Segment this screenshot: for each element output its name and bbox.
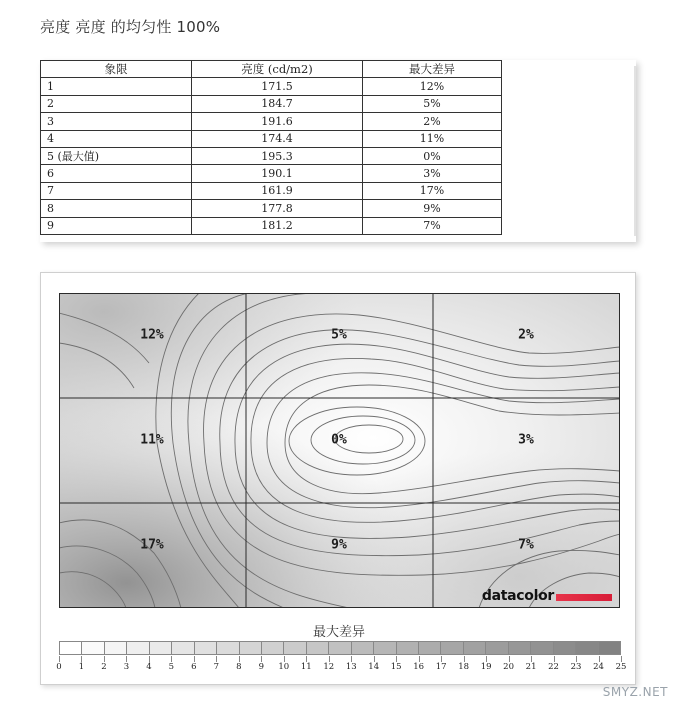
cell-max-diff: 17% — [363, 182, 502, 199]
cell-label-q8: 9% — [331, 537, 347, 553]
cell-luminance: 184.7 — [192, 95, 363, 112]
scale-segment — [531, 642, 553, 654]
cell-label-q7: 17% — [140, 537, 164, 553]
scale-tick-label: 4 — [146, 662, 152, 672]
scale-tick-label: 15 — [390, 662, 402, 672]
scale-tick-label: 12 — [323, 662, 335, 672]
site-watermark: SMYZ.NET — [602, 685, 668, 699]
scale-segment — [105, 642, 127, 654]
scale-tick-label: 7 — [213, 662, 220, 672]
scale-tick-label: 8 — [236, 662, 242, 672]
uniformity-figure — [40, 272, 636, 685]
scale-segment — [217, 642, 239, 654]
table-row — [41, 200, 502, 217]
logo-red-bar — [556, 594, 612, 601]
scale-tick-label: 11 — [300, 662, 312, 672]
scale-tick-label: 25 — [615, 662, 627, 672]
cell-label-q4: 11% — [140, 432, 164, 448]
cell-luminance: 191.6 — [192, 113, 363, 130]
scale-tick-label: 6 — [191, 662, 197, 672]
scale-segment — [486, 642, 508, 654]
table-row — [41, 95, 502, 112]
cell-max-diff: 12% — [363, 78, 502, 95]
table-row — [41, 182, 502, 199]
logo-wordmark: datacolor — [481, 588, 554, 604]
table-row — [41, 217, 502, 234]
table-row — [41, 78, 502, 95]
cell-quadrant: 8 — [41, 200, 192, 217]
cell-quadrant: 1 — [41, 78, 192, 95]
scale-segment — [441, 642, 463, 654]
scale-segment — [195, 642, 217, 654]
scale-tick-label: 5 — [168, 662, 175, 672]
cell-quadrant: 3 — [41, 113, 192, 130]
cell-label-q5: 0% — [331, 432, 347, 448]
scale-tick-label: 3 — [123, 662, 130, 672]
scale-tick-label: 14 — [368, 662, 380, 672]
scale-segment — [576, 642, 598, 654]
cell-max-diff: 2% — [363, 113, 502, 130]
scale-segment — [374, 642, 396, 654]
luminance-table-card — [40, 60, 636, 242]
cell-max-diff: 0% — [363, 147, 502, 164]
scale-tick-label: 24 — [593, 662, 604, 672]
cell-label-q1: 12% — [140, 327, 164, 343]
cell-max-diff: 5% — [363, 95, 502, 112]
cell-luminance: 181.2 — [192, 217, 363, 234]
scale-segment — [60, 642, 82, 654]
scale-segment — [240, 642, 262, 654]
scale-tick-label: 0 — [56, 662, 62, 672]
scale-segment — [397, 642, 419, 654]
cell-label-q9: 7% — [518, 537, 534, 553]
table-header-row — [41, 61, 502, 78]
cell-luminance: 195.3 — [192, 147, 363, 164]
cell-luminance: 171.5 — [192, 78, 363, 95]
scale-segment — [419, 642, 441, 654]
cell-quadrant: 2 — [41, 95, 192, 112]
scale-tick-labels — [56, 662, 627, 674]
cell-label-q2: 5% — [331, 327, 347, 343]
scale-tick-label: 21 — [525, 662, 537, 672]
cell-label-q3: 2% — [518, 327, 534, 343]
scale-tick-label: 17 — [435, 662, 447, 672]
scale-tick-label: 2 — [101, 662, 107, 672]
uniformity-contour-map — [59, 293, 620, 608]
header-max-diff: 最大差异 — [363, 61, 502, 78]
scale-segment — [307, 642, 329, 654]
scale-tick-label: 19 — [480, 662, 492, 672]
scale-segment — [352, 642, 374, 654]
scale-title: 最大差异 — [312, 625, 365, 640]
scale-segment — [150, 642, 172, 654]
scale-tick-label: 10 — [278, 662, 290, 672]
cell-quadrant: 5 (最大值) — [41, 147, 192, 164]
cell-quadrant: 9 — [41, 217, 192, 234]
scale-tick-label: 20 — [503, 662, 515, 672]
scale-segment — [284, 642, 306, 654]
scale-bar — [59, 641, 621, 655]
scale-tick-label: 9 — [258, 662, 265, 672]
scale-tick-label: 13 — [345, 662, 357, 672]
scale-tick-label: 18 — [458, 662, 470, 672]
cell-quadrant: 4 — [41, 130, 192, 147]
scale-tick-label: 16 — [413, 662, 425, 672]
cell-luminance: 174.4 — [192, 130, 363, 147]
scale-segment — [329, 642, 351, 654]
table-row — [41, 130, 502, 147]
scale-segment — [127, 642, 149, 654]
scale-segment — [599, 642, 620, 654]
cell-max-diff: 3% — [363, 165, 502, 182]
page-heading: 亮度 亮度 的均匀性 100% — [40, 18, 221, 36]
scale-segment — [82, 642, 104, 654]
cell-max-diff: 7% — [363, 217, 502, 234]
cell-luminance: 190.1 — [192, 165, 363, 182]
scale-segment — [464, 642, 486, 654]
table-row — [41, 165, 502, 182]
scale-segment — [554, 642, 576, 654]
cell-max-diff: 11% — [363, 130, 502, 147]
scale-segment — [509, 642, 531, 654]
cell-label-q6: 3% — [518, 432, 534, 448]
header-luminance: 亮度 (cd/m2) — [192, 61, 363, 78]
scale-segment — [262, 642, 284, 654]
cell-quadrant: 6 — [41, 165, 192, 182]
scale-segment — [172, 642, 194, 654]
cell-quadrant: 7 — [41, 182, 192, 199]
luminance-table — [40, 60, 502, 235]
scale-tick-label: 22 — [548, 662, 559, 672]
cell-luminance: 161.9 — [192, 182, 363, 199]
cell-max-diff: 9% — [363, 200, 502, 217]
scale-tick-label: 1 — [78, 662, 85, 672]
header-quadrant: 象限 — [41, 61, 192, 78]
table-row — [41, 113, 502, 130]
scale-tick-label: 23 — [570, 662, 582, 672]
table-row — [41, 147, 502, 164]
datacolor-logo — [482, 588, 612, 604]
cell-luminance: 177.8 — [192, 200, 363, 217]
